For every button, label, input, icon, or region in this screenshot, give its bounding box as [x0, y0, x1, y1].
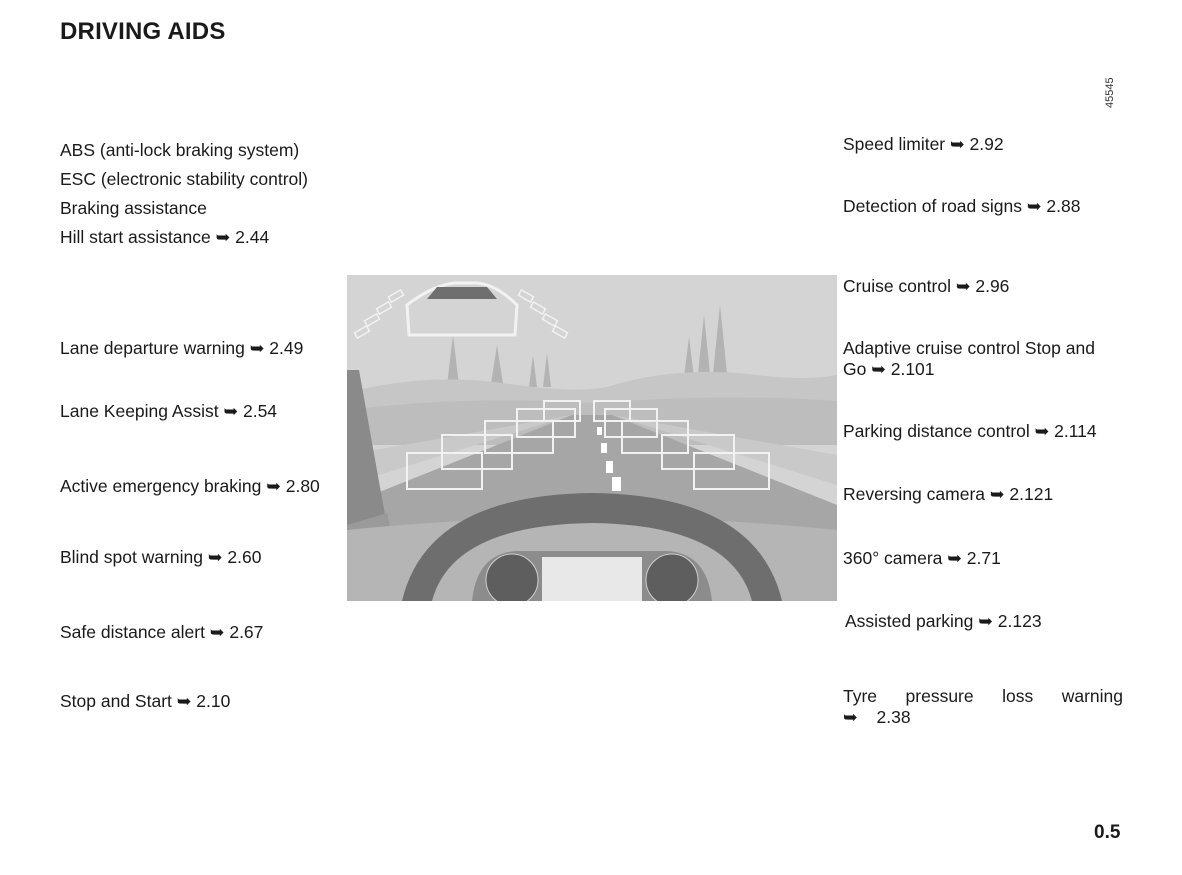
link-esc[interactable]: ESC (electronic stability control): [60, 169, 308, 189]
link-lane-keeping-assist[interactable]: Lane Keeping Assist ➥ 2.54: [60, 401, 278, 421]
link-detection-of-road-signs[interactable]: Detection of road signs ➥ 2.88: [843, 196, 1081, 216]
link-active-emergency-braking[interactable]: Active emergency braking ➥ 2.80: [60, 476, 320, 496]
link-braking-assistance[interactable]: Braking assistance: [60, 198, 207, 218]
link-stop-and-start[interactable]: Stop and Start ➥ 2.10: [60, 691, 231, 711]
link-assisted-parking[interactable]: Assisted parking ➥ 2.123: [845, 611, 1042, 631]
link-adaptive-cruise-control[interactable]: Adaptive cruise control Stop and Go ➥ 2.101: [843, 338, 1095, 379]
link-abs[interactable]: ABS (anti-lock braking system): [60, 140, 300, 160]
figure-reference-code: 45545: [1104, 77, 1116, 108]
driving-aids-illustration: [347, 275, 837, 601]
link-speed-limiter[interactable]: Speed limiter ➥ 2.92: [843, 134, 1004, 154]
link-360-camera[interactable]: 360° camera ➥ 2.71: [843, 548, 1001, 568]
page-title: DRIVING AIDS: [60, 18, 226, 45]
link-tyre-pressure-loss-warning[interactable]: Tyre pressure loss warning ➥ 2.38: [843, 686, 1123, 727]
link-reversing-camera[interactable]: Reversing camera ➥ 2.121: [843, 484, 1054, 504]
link-hill-start-assistance[interactable]: Hill start assistance ➥ 2.44: [60, 227, 270, 247]
link-parking-distance-control[interactable]: Parking distance control ➥ 2.114: [843, 421, 1097, 441]
page-number: 0.5: [1094, 822, 1121, 843]
instrument-cluster-icon: [472, 551, 712, 601]
link-safe-distance-alert[interactable]: Safe distance alert ➥ 2.67: [60, 622, 264, 642]
link-cruise-control[interactable]: Cruise control ➥ 2.96: [843, 276, 1010, 296]
link-blind-spot-warning[interactable]: Blind spot warning ➥ 2.60: [60, 547, 262, 567]
link-lane-departure-warning[interactable]: Lane departure warning ➥ 2.49: [60, 338, 304, 358]
